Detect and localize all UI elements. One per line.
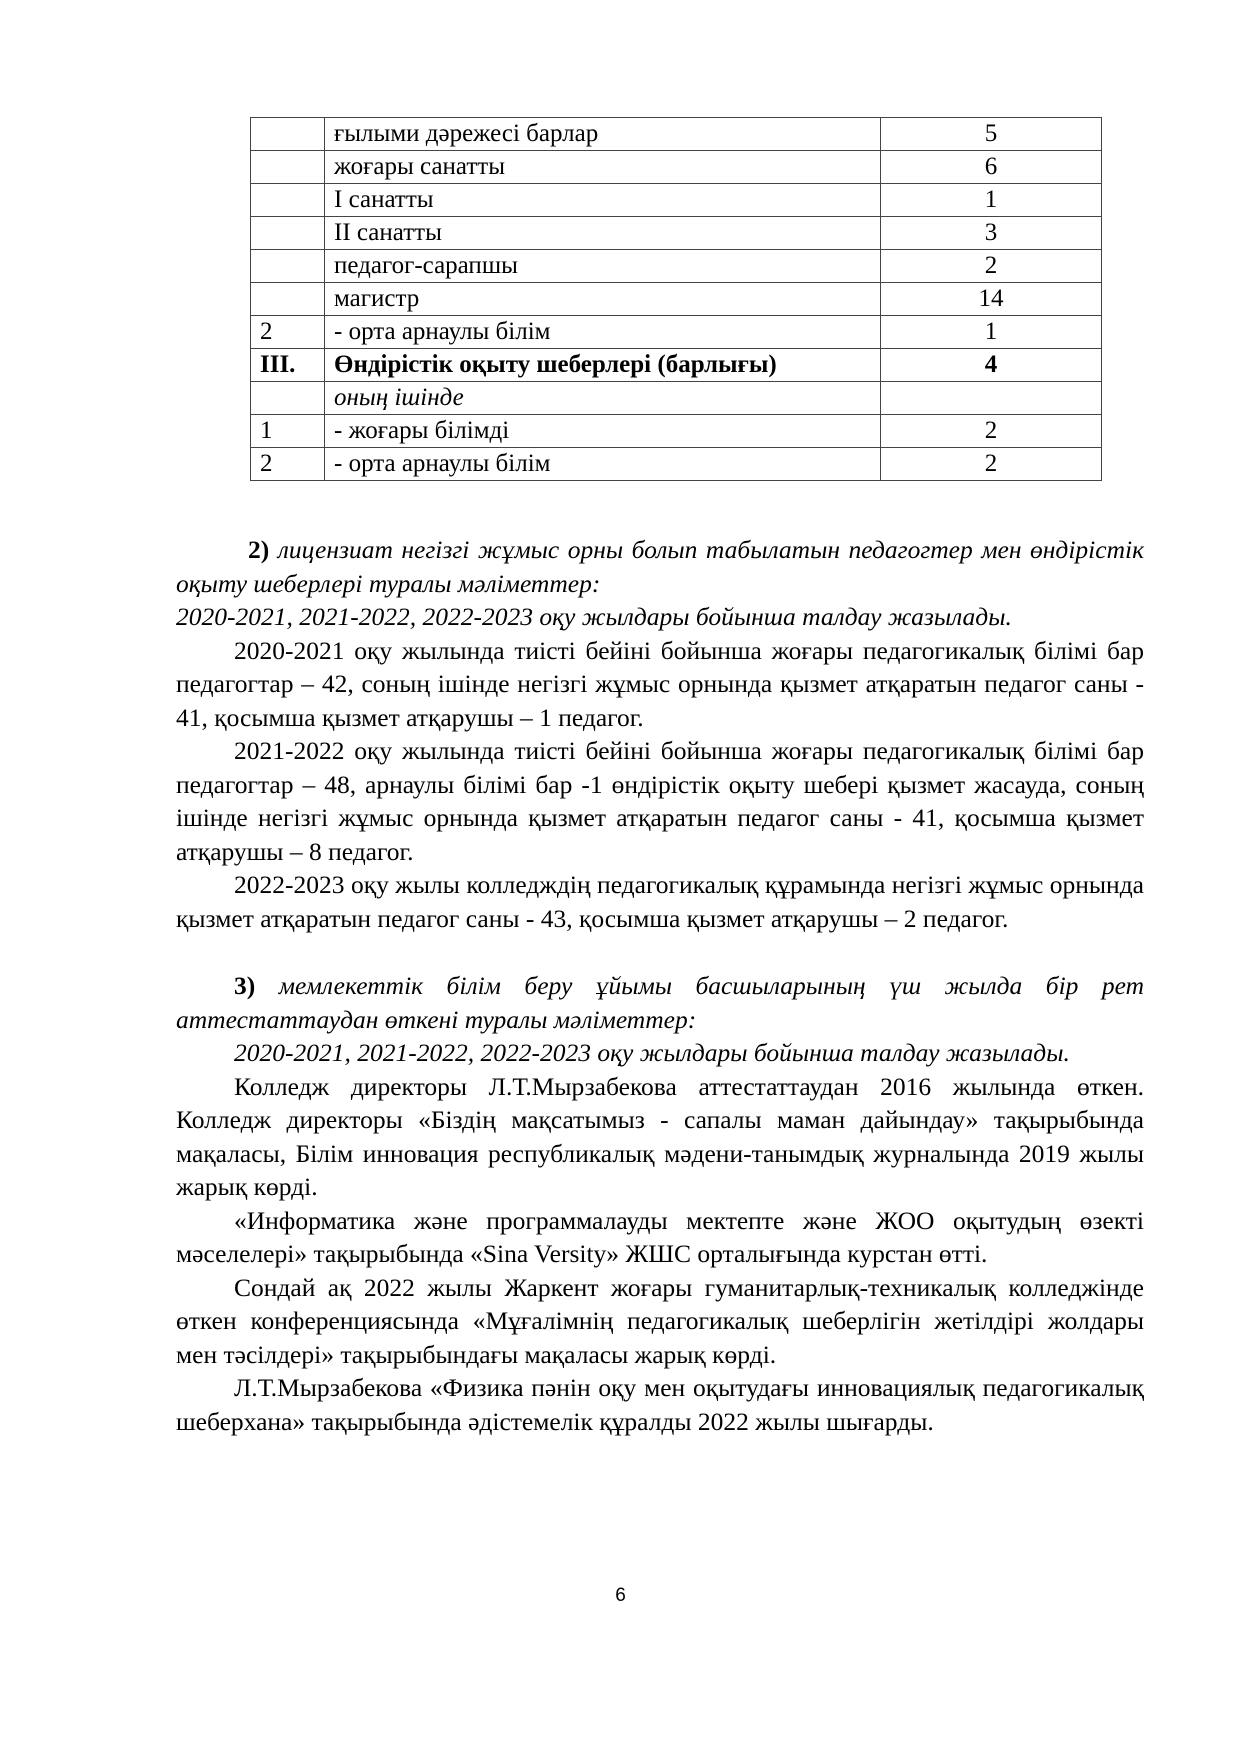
section-3-paragraph: Колледж директоры Л.Т.Мырзабекова аттестаттаудан 2016 жылында өткен. Колледж директоры «Біздің мақсатымыз - сапалы маман дайындау» тақырыбында мақаласы, Білім инновация республикалық мәдени-танымдық журналында 2019 жылы жарық көрді. bbox=[176, 1071, 1144, 1201]
row-number-cell bbox=[251, 184, 325, 217]
row-value-cell: 2 bbox=[881, 448, 1102, 481]
section-3-paragraph: Л.Т.Мырзабекова «Физика пәнін оқу мен оқытудағы инновациялық педагогикалық шеберхана» тақырыбында әдістемелік құралды 2022 жылы шығарды. bbox=[176, 1373, 1144, 1436]
row-number-cell bbox=[251, 151, 325, 184]
row-number-cell: 2 bbox=[251, 448, 325, 481]
row-number-cell: 2 bbox=[251, 316, 325, 349]
section-2 bbox=[176, 533, 1144, 1438]
row-value-cell bbox=[881, 382, 1102, 415]
table-row bbox=[251, 250, 1102, 283]
row-number-cell: III. bbox=[251, 349, 325, 382]
row-label-cell: - орта арнаулы білім bbox=[325, 316, 881, 349]
row-label-cell: ғылыми дәрежесі барлар bbox=[325, 118, 881, 151]
section-2-paragraph: 2020-2021 оқу жылында тиісті бейіні бойынша жоғары педагогикалық білімі бар педагогтар – 42, соның ішінде негізгі жұмыс орнында қызмет атқаратын педагог саны - 41, қосымша қызмет атқарушы – 1 педагог. bbox=[176, 635, 1144, 732]
row-number-cell: 1 bbox=[251, 415, 325, 448]
table-row bbox=[251, 349, 1102, 382]
row-number-cell bbox=[251, 118, 325, 151]
table-row bbox=[251, 382, 1102, 415]
row-value-cell: 14 bbox=[881, 283, 1102, 316]
row-label-cell: I санатты bbox=[325, 184, 881, 217]
page-number: 6 bbox=[615, 1585, 626, 1606]
row-value-cell: 2 bbox=[881, 415, 1102, 448]
row-number-cell bbox=[251, 382, 325, 415]
section-3-paragraph: «Информатика және программалауды мектепте және ЖОО оқытудың өзекті мәселелері» тақырыбында «Sina Versity» ЖШС орталығында курстан өтті. bbox=[176, 1205, 1144, 1268]
section-3-subheading: 2020-2021, 2021-2022, 2022-2023 оқу жылдары бойынша талдау жазылады. bbox=[234, 1038, 1070, 1067]
row-value-cell: 3 bbox=[881, 217, 1102, 250]
table-row bbox=[251, 316, 1102, 349]
row-number-cell bbox=[251, 250, 325, 283]
section-2-paragraph: 2021-2022 оқу жылында тиісті бейіні бойынша жоғары педагогикалық білімі бар педагогтар – 48, арнаулы білімі бар -1 өндірістік оқыту шебері қызмет жасауда, соның ішінде негізгі жұмыс орнында қызмет атқаратын педагог саны - 41, қосымша қызмет атқарушы – 8 педагог. bbox=[176, 736, 1144, 866]
row-label-cell: Өндірістік оқыту шеберлері (барлығы) bbox=[325, 349, 881, 382]
row-label-cell: оның ішінде bbox=[325, 382, 881, 415]
row-value-cell: 6 bbox=[881, 151, 1102, 184]
row-value-cell: 5 bbox=[881, 118, 1102, 151]
section-2-paragraph: 2022-2023 оқу жылы колледждің педагогикалық құрамында негізгі жұмыс орнында қызмет атқаратын педагог саны - 43, қосымша қызмет атқарушы – 2 педагог. bbox=[176, 870, 1144, 933]
row-label-cell: - жоғары білімді bbox=[325, 415, 881, 448]
table-row bbox=[251, 151, 1102, 184]
table-row bbox=[251, 283, 1102, 316]
row-label-cell: - орта арнаулы білім bbox=[325, 448, 881, 481]
table-row bbox=[251, 217, 1102, 250]
section-2-marker: 2) bbox=[248, 535, 270, 564]
section-2-subheading: 2020-2021, 2021-2022, 2022-2023 оқу жылдары бойынша талдау жазылады. bbox=[176, 602, 1012, 631]
section-3-paragraph: Сондай ақ 2022 жылы Жаркент жоғары гуманитарлық-техникалық колледжінде өткен конференциясында «Мұғалімнің педагогикалық шеберлігін жетілдірі жолдары мен тәсілдері» тақырыбындағы мақаласы жарық көрді. bbox=[176, 1272, 1144, 1369]
row-value-cell: 4 bbox=[881, 349, 1102, 382]
staff-table bbox=[250, 117, 1102, 481]
row-value-cell: 1 bbox=[881, 316, 1102, 349]
table-row bbox=[251, 415, 1102, 448]
table-row bbox=[251, 118, 1102, 151]
table-row bbox=[251, 184, 1102, 217]
staff-table-body bbox=[251, 118, 1102, 481]
row-label-cell: жоғары санатты bbox=[325, 151, 881, 184]
section-2-heading: 2) лицензиат негізгі жұмыс орны болып табылатын педагогтер мен өндірістік оқыту шеберлері туралы мәліметтер: bbox=[176, 535, 1144, 598]
section-3-marker: 3) bbox=[234, 971, 256, 1000]
section-3-heading: 3) мемлекеттік білім беру ұйымы басшыларының үш жылда бір рет аттестаттаудан өткені туралы мәліметтер: bbox=[176, 971, 1144, 1034]
row-number-cell bbox=[251, 283, 325, 316]
row-value-cell: 2 bbox=[881, 250, 1102, 283]
row-label-cell: педагог-сарапшы bbox=[325, 250, 881, 283]
row-number-cell bbox=[251, 217, 325, 250]
row-label-cell: II санатты bbox=[325, 217, 881, 250]
row-label-cell: магистр bbox=[325, 283, 881, 316]
section-spacer bbox=[176, 935, 1144, 969]
row-value-cell: 1 bbox=[881, 184, 1102, 217]
table-row bbox=[251, 448, 1102, 481]
